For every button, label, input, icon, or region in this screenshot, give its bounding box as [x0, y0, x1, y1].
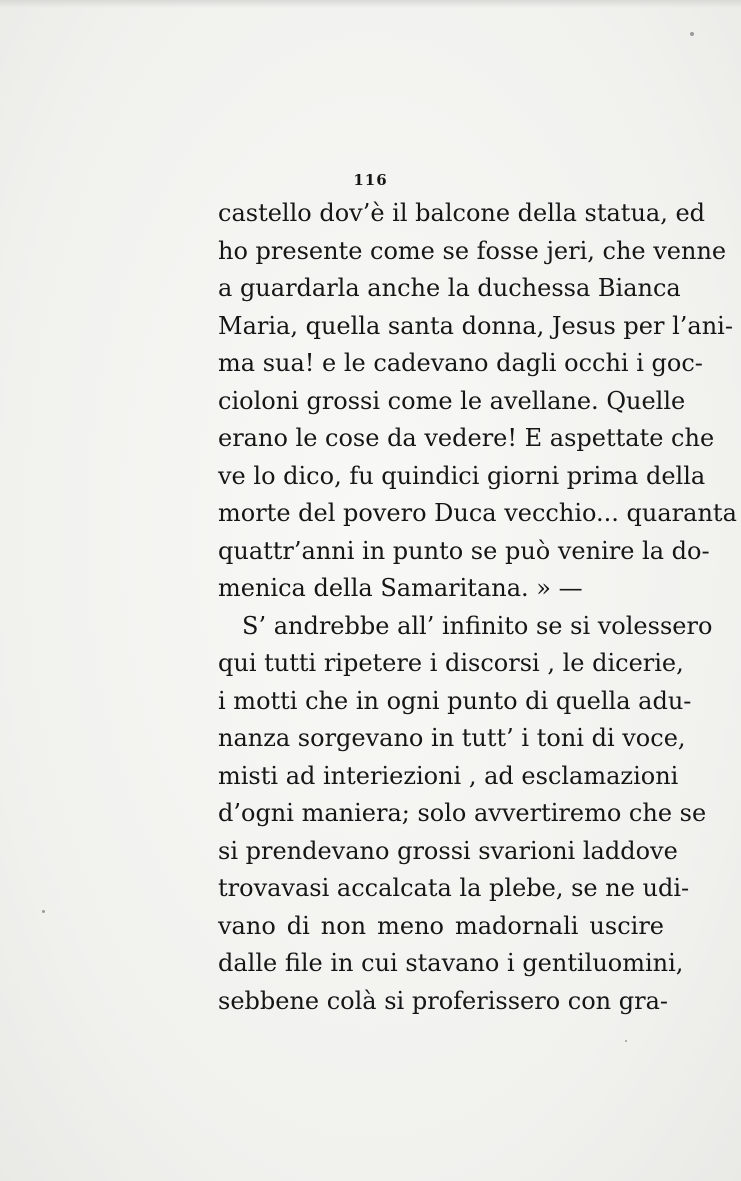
text-line: ho presente come se fosse jeri, che venne	[218, 236, 727, 265]
text-line: morte del povero Duca vecchio... quaranta	[218, 499, 737, 527]
text-line: d’ogni maniera; solo avvertiremo che se	[218, 799, 707, 827]
text-line: erano le cose da vedere! E aspettate che	[218, 424, 715, 452]
text-line: ma sua! e le cadevano dagli occhi i goc-	[218, 349, 703, 377]
text-line: castello dov’è il balcone della statua, ed	[218, 199, 706, 227]
page-top-edge	[0, 0, 741, 8]
text-line: vano di non meno madornali uscire	[218, 911, 664, 940]
text-line: i motti che in ogni punto di quella adu-	[218, 686, 692, 715]
text-line: nanza sorgevano in tutt’ i toni di voce,	[218, 724, 686, 752]
text-line: Maria, quella santa donna, Jesus per l’ani-	[218, 311, 733, 340]
paper-speck	[690, 32, 694, 36]
text-line: si prendevano grossi svarioni laddove	[218, 836, 678, 865]
text-line: misti ad interiezioni , ad esclamazioni	[218, 761, 679, 790]
text-line: quattr’anni in punto se può venire la do-	[218, 536, 710, 565]
text-line: qui tutti ripetere i discorsi , le dicerie,	[218, 649, 684, 677]
text-line: dalle file in cui stavano i gentiluomini,	[218, 949, 684, 977]
paper-speck	[625, 1040, 627, 1042]
text-line: a guardarla anche la duchessa Bianca	[218, 274, 681, 302]
text-line-paragraph-start: S’ andrebbe all’ infinito se si volessero	[242, 611, 713, 640]
text-line: ve lo dico, fu quindici giorni prima della	[218, 461, 706, 490]
body-text	[218, 195, 737, 1020]
page-number: 116	[353, 171, 388, 189]
paper-speck	[42, 910, 45, 913]
text-line: trovavasi accalcata la plebe, se ne udi-	[218, 874, 690, 902]
text-line: cioloni grossi come le avellane. Quelle	[218, 386, 686, 415]
text-line-paragraph-end: menica della Samaritana. » —	[218, 574, 583, 602]
text-line: sebbene colà si proferissero con gra-	[218, 986, 668, 1015]
